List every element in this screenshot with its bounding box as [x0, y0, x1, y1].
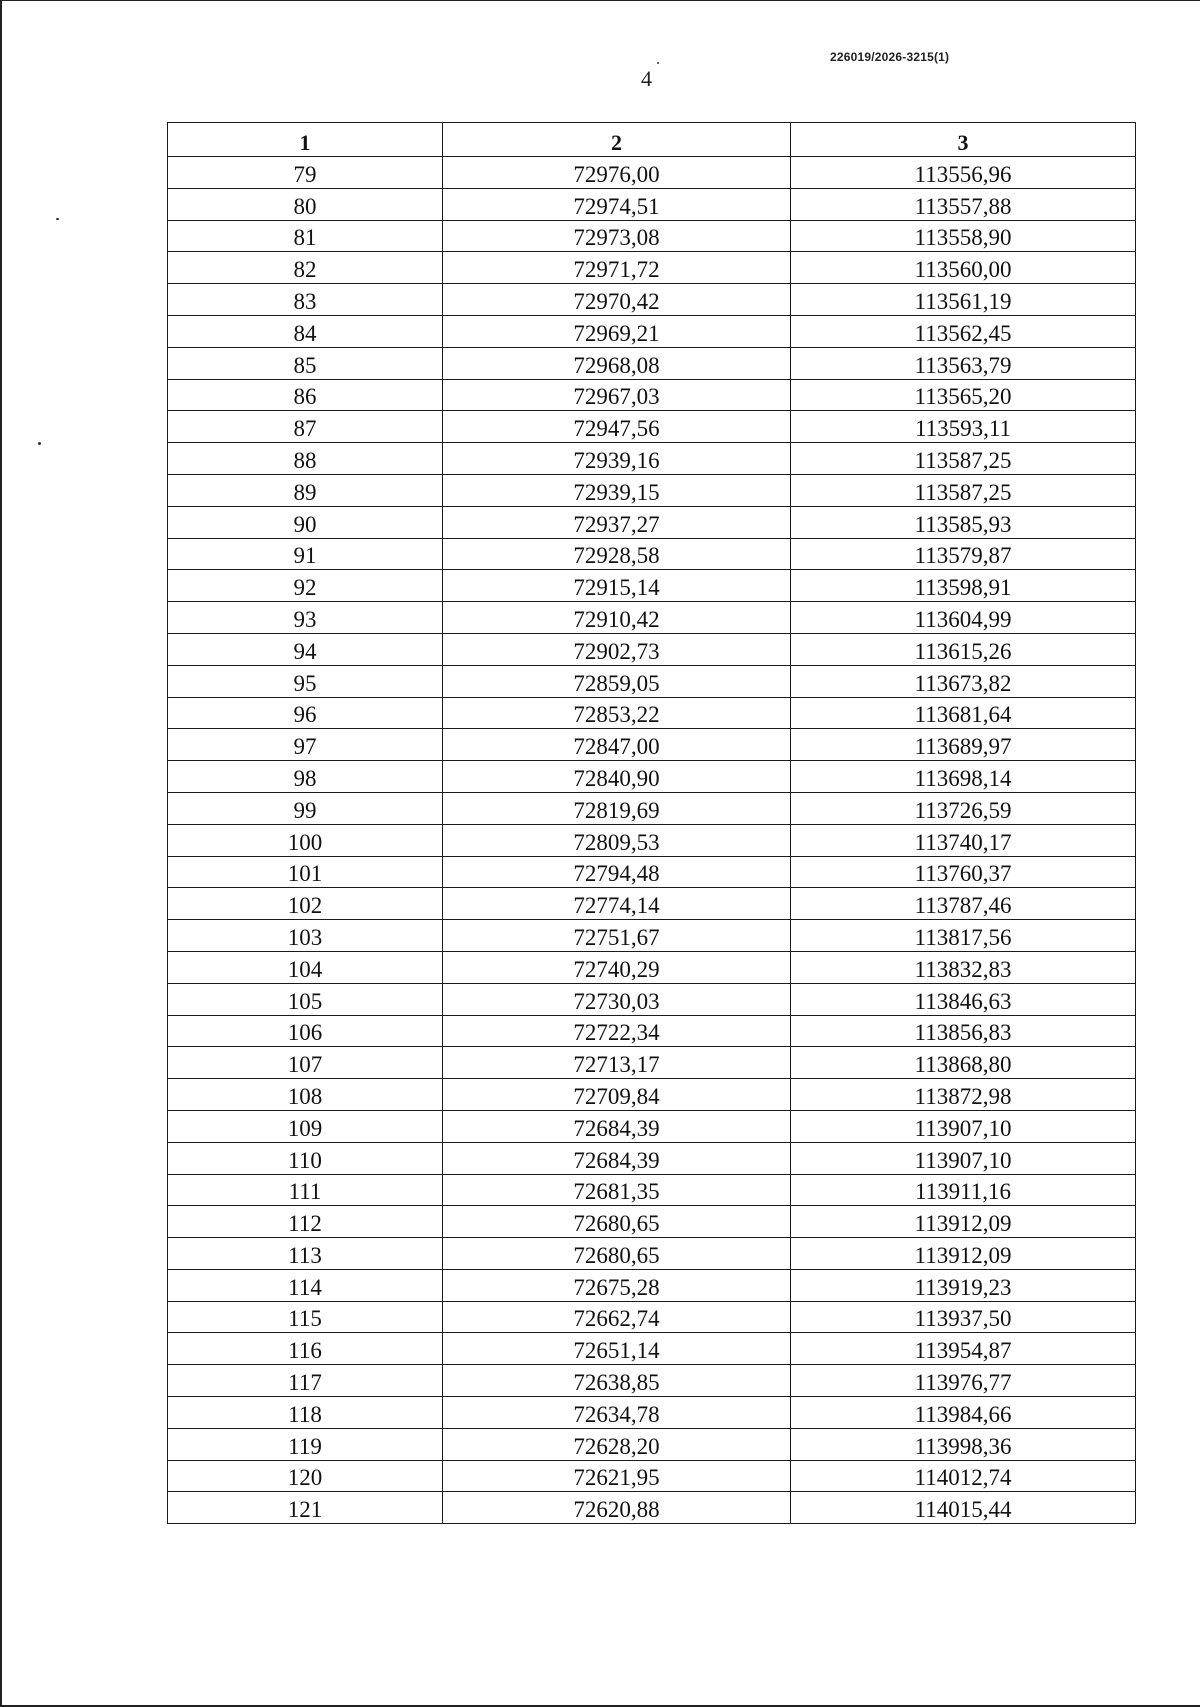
x-coordinate-cell: 72774,14: [443, 888, 791, 920]
y-coordinate-cell: 113872,98: [791, 1079, 1136, 1111]
coordinates-table: [167, 122, 1136, 1524]
y-coordinate-cell: 113561,19: [791, 284, 1136, 316]
point-number-cell: 119: [168, 1428, 443, 1460]
y-coordinate-cell: 113726,59: [791, 792, 1136, 824]
table-row: [168, 379, 1136, 411]
x-coordinate-cell: 72680,65: [443, 1206, 791, 1238]
x-coordinate-cell: 72751,67: [443, 920, 791, 952]
y-coordinate-cell: 113615,26: [791, 633, 1136, 665]
y-coordinate-cell: 113907,10: [791, 1142, 1136, 1174]
point-number-cell: 82: [168, 252, 443, 284]
y-coordinate-cell: 113585,93: [791, 506, 1136, 538]
x-coordinate-cell: 72713,17: [443, 1047, 791, 1079]
table-row: [168, 1269, 1136, 1301]
y-coordinate-cell: 113698,14: [791, 761, 1136, 793]
table-row: [168, 983, 1136, 1015]
point-number-cell: 108: [168, 1079, 443, 1111]
y-coordinate-cell: 113593,11: [791, 411, 1136, 443]
y-coordinate-cell: 113760,37: [791, 856, 1136, 888]
table-row: [168, 665, 1136, 697]
point-number-cell: 103: [168, 920, 443, 952]
x-coordinate-cell: 72970,42: [443, 284, 791, 316]
point-number-cell: 96: [168, 697, 443, 729]
x-coordinate-cell: 72971,72: [443, 252, 791, 284]
point-number-cell: 88: [168, 443, 443, 475]
point-number-cell: 112: [168, 1206, 443, 1238]
y-coordinate-cell: 113919,23: [791, 1269, 1136, 1301]
table-row: [168, 697, 1136, 729]
y-coordinate-cell: 113587,25: [791, 443, 1136, 475]
point-number-cell: 115: [168, 1301, 443, 1333]
y-coordinate-cell: 113998,36: [791, 1428, 1136, 1460]
table-row: [168, 252, 1136, 284]
point-number-cell: 105: [168, 983, 443, 1015]
table-row: [168, 1110, 1136, 1142]
table-row: [168, 538, 1136, 570]
y-coordinate-cell: 113954,87: [791, 1333, 1136, 1365]
column-header: 3: [791, 123, 1136, 157]
point-number-cell: 107: [168, 1047, 443, 1079]
point-number-cell: 79: [168, 157, 443, 189]
table-row: [168, 1174, 1136, 1206]
table-body: [168, 157, 1136, 1524]
y-coordinate-cell: 113556,96: [791, 157, 1136, 189]
point-number-cell: 111: [168, 1174, 443, 1206]
point-number-cell: 121: [168, 1492, 443, 1524]
table-row: [168, 1047, 1136, 1079]
x-coordinate-cell: 72939,16: [443, 443, 791, 475]
y-coordinate-cell: 114015,44: [791, 1492, 1136, 1524]
x-coordinate-cell: 72628,20: [443, 1428, 791, 1460]
table-row: [168, 1333, 1136, 1365]
y-coordinate-cell: 113558,90: [791, 220, 1136, 252]
y-coordinate-cell: 113907,10: [791, 1110, 1136, 1142]
x-coordinate-cell: 72621,95: [443, 1460, 791, 1492]
y-coordinate-cell: 113598,91: [791, 570, 1136, 602]
x-coordinate-cell: 72722,34: [443, 1015, 791, 1047]
y-coordinate-cell: 113912,09: [791, 1238, 1136, 1270]
y-coordinate-cell: 113587,25: [791, 474, 1136, 506]
point-number-cell: 109: [168, 1110, 443, 1142]
x-coordinate-cell: 72730,03: [443, 983, 791, 1015]
x-coordinate-cell: 72915,14: [443, 570, 791, 602]
x-coordinate-cell: 72740,29: [443, 951, 791, 983]
x-coordinate-cell: 72937,27: [443, 506, 791, 538]
table-row: [168, 220, 1136, 252]
x-coordinate-cell: 72651,14: [443, 1333, 791, 1365]
x-coordinate-cell: 72973,08: [443, 220, 791, 252]
table-row: [168, 157, 1136, 189]
point-number-cell: 101: [168, 856, 443, 888]
y-coordinate-cell: 113912,09: [791, 1206, 1136, 1238]
point-number-cell: 118: [168, 1397, 443, 1429]
table-row: [168, 761, 1136, 793]
table-row: [168, 570, 1136, 602]
y-coordinate-cell: 113565,20: [791, 379, 1136, 411]
point-number-cell: 87: [168, 411, 443, 443]
table-row: [168, 188, 1136, 220]
table-row: [168, 1397, 1136, 1429]
point-number-cell: 91: [168, 538, 443, 570]
table-header-row: [168, 123, 1136, 157]
x-coordinate-cell: 72794,48: [443, 856, 791, 888]
point-number-cell: 86: [168, 379, 443, 411]
document-id: 226019/2026-3215(1): [830, 50, 950, 64]
column-header: 2: [443, 123, 791, 157]
y-coordinate-cell: 113579,87: [791, 538, 1136, 570]
point-number-cell: 113: [168, 1238, 443, 1270]
x-coordinate-cell: 72928,58: [443, 538, 791, 570]
table-row: [168, 1015, 1136, 1047]
x-coordinate-cell: 72967,03: [443, 379, 791, 411]
table-row: [168, 443, 1136, 475]
point-number-cell: 85: [168, 347, 443, 379]
column-header: 1: [168, 123, 443, 157]
table-row: [168, 633, 1136, 665]
y-coordinate-cell: 113604,99: [791, 602, 1136, 634]
x-coordinate-cell: 72809,53: [443, 824, 791, 856]
point-number-cell: 95: [168, 665, 443, 697]
y-coordinate-cell: 113673,82: [791, 665, 1136, 697]
x-coordinate-cell: 72853,22: [443, 697, 791, 729]
point-number-cell: 106: [168, 1015, 443, 1047]
y-coordinate-cell: 113562,45: [791, 315, 1136, 347]
x-coordinate-cell: 72684,39: [443, 1142, 791, 1174]
table-row: [168, 1238, 1136, 1270]
table-row: [168, 347, 1136, 379]
x-coordinate-cell: 72681,35: [443, 1174, 791, 1206]
table-row: [168, 506, 1136, 538]
x-coordinate-cell: 72638,85: [443, 1365, 791, 1397]
x-coordinate-cell: 72819,69: [443, 792, 791, 824]
table-row: [168, 729, 1136, 761]
y-coordinate-cell: 114012,74: [791, 1460, 1136, 1492]
x-coordinate-cell: 72910,42: [443, 602, 791, 634]
y-coordinate-cell: 113681,64: [791, 697, 1136, 729]
point-number-cell: 83: [168, 284, 443, 316]
point-number-cell: 117: [168, 1365, 443, 1397]
table-row: [168, 1460, 1136, 1492]
point-number-cell: 94: [168, 633, 443, 665]
table-row: [168, 1365, 1136, 1397]
point-number-cell: 120: [168, 1460, 443, 1492]
y-coordinate-cell: 113832,83: [791, 951, 1136, 983]
x-coordinate-cell: 72968,08: [443, 347, 791, 379]
x-coordinate-cell: 72709,84: [443, 1079, 791, 1111]
x-coordinate-cell: 72662,74: [443, 1301, 791, 1333]
y-coordinate-cell: 113868,80: [791, 1047, 1136, 1079]
table-row: [168, 920, 1136, 952]
y-coordinate-cell: 113984,66: [791, 1397, 1136, 1429]
table-row: [168, 284, 1136, 316]
y-coordinate-cell: 113856,83: [791, 1015, 1136, 1047]
point-number-cell: 98: [168, 761, 443, 793]
x-coordinate-cell: 72684,39: [443, 1110, 791, 1142]
point-number-cell: 81: [168, 220, 443, 252]
x-coordinate-cell: 72902,73: [443, 633, 791, 665]
point-number-cell: 92: [168, 570, 443, 602]
point-number-cell: 93: [168, 602, 443, 634]
x-coordinate-cell: 72969,21: [443, 315, 791, 347]
point-number-cell: 89: [168, 474, 443, 506]
point-number-cell: 90: [168, 506, 443, 538]
y-coordinate-cell: 113846,63: [791, 983, 1136, 1015]
table-row: [168, 792, 1136, 824]
table-row: [168, 1492, 1136, 1524]
x-coordinate-cell: 72680,65: [443, 1238, 791, 1270]
y-coordinate-cell: 113740,17: [791, 824, 1136, 856]
y-coordinate-cell: 113557,88: [791, 188, 1136, 220]
x-coordinate-cell: 72939,15: [443, 474, 791, 506]
table-row: [168, 411, 1136, 443]
table-row: [168, 1301, 1136, 1333]
y-coordinate-cell: 113976,77: [791, 1365, 1136, 1397]
point-number-cell: 102: [168, 888, 443, 920]
table-row: [168, 951, 1136, 983]
table-row: [168, 856, 1136, 888]
table-row: [168, 824, 1136, 856]
y-coordinate-cell: 113563,79: [791, 347, 1136, 379]
point-number-cell: 99: [168, 792, 443, 824]
x-coordinate-cell: 72675,28: [443, 1269, 791, 1301]
y-coordinate-cell: 113560,00: [791, 252, 1136, 284]
table-row: [168, 888, 1136, 920]
y-coordinate-cell: 113689,97: [791, 729, 1136, 761]
point-number-cell: 84: [168, 315, 443, 347]
point-number-cell: 110: [168, 1142, 443, 1174]
y-coordinate-cell: 113817,56: [791, 920, 1136, 952]
table-row: [168, 474, 1136, 506]
x-coordinate-cell: 72847,00: [443, 729, 791, 761]
point-number-cell: 104: [168, 951, 443, 983]
y-coordinate-cell: 113787,46: [791, 888, 1136, 920]
point-number-cell: 116: [168, 1333, 443, 1365]
y-coordinate-cell: 113911,16: [791, 1174, 1136, 1206]
x-coordinate-cell: 72634,78: [443, 1397, 791, 1429]
x-coordinate-cell: 72976,00: [443, 157, 791, 189]
point-number-cell: 80: [168, 188, 443, 220]
y-coordinate-cell: 113937,50: [791, 1301, 1136, 1333]
table-row: [168, 1206, 1136, 1238]
point-number-cell: 100: [168, 824, 443, 856]
x-coordinate-cell: 72620,88: [443, 1492, 791, 1524]
table-row: [168, 602, 1136, 634]
x-coordinate-cell: 72840,90: [443, 761, 791, 793]
x-coordinate-cell: 72974,51: [443, 188, 791, 220]
scan-speck: [657, 62, 659, 64]
page-number: 4: [641, 66, 652, 91]
scan-speck: [38, 442, 41, 445]
table-row: [168, 1142, 1136, 1174]
x-coordinate-cell: 72859,05: [443, 665, 791, 697]
point-number-cell: 114: [168, 1269, 443, 1301]
table-row: [168, 315, 1136, 347]
point-number-cell: 97: [168, 729, 443, 761]
scan-speck: [56, 218, 59, 220]
table-row: [168, 1079, 1136, 1111]
table-row: [168, 1428, 1136, 1460]
x-coordinate-cell: 72947,56: [443, 411, 791, 443]
